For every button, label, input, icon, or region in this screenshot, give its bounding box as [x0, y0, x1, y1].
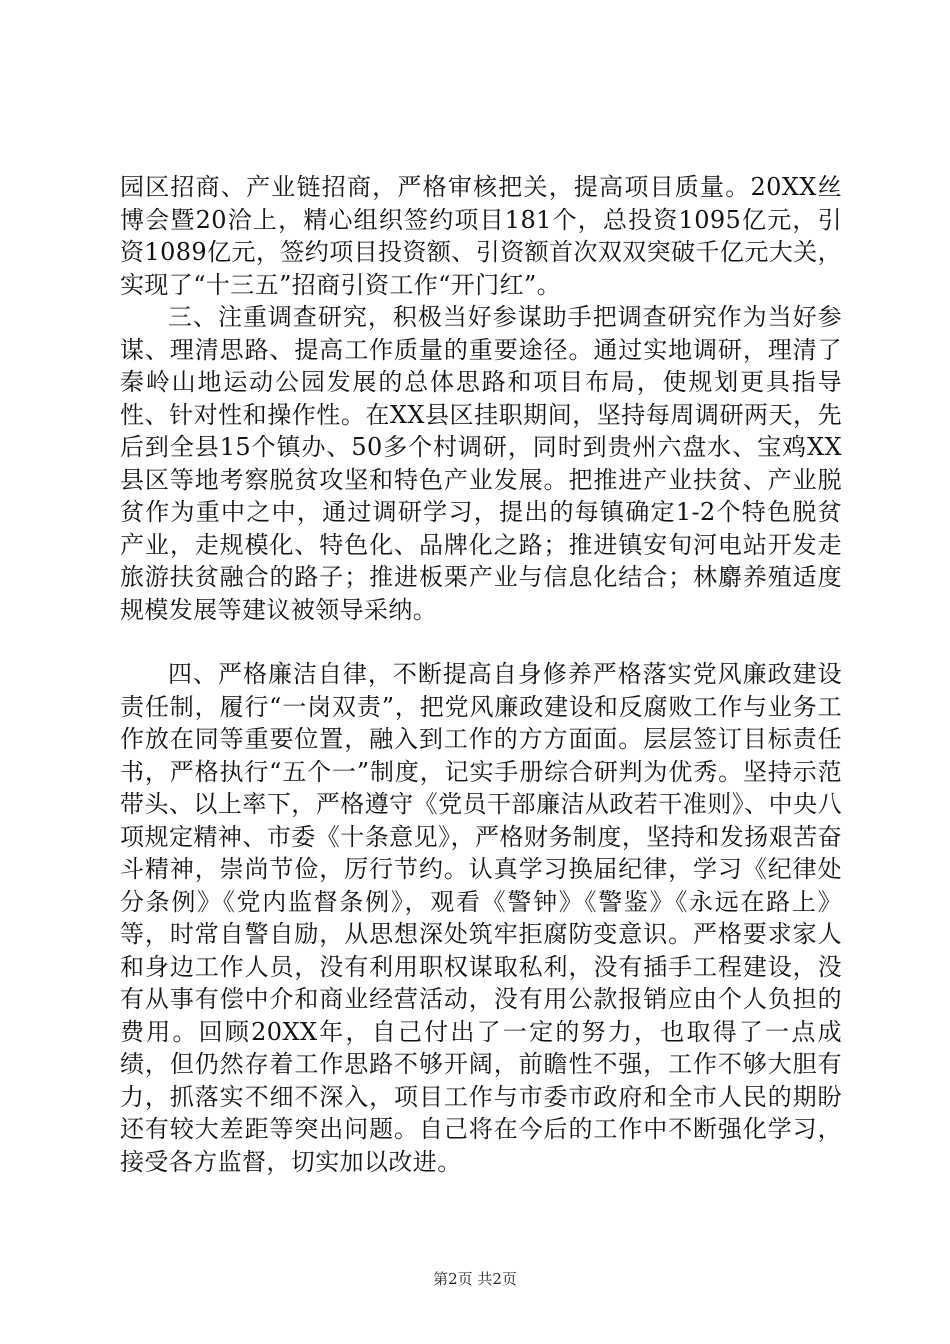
paragraph-research: 三、注重调查研究，积极当好参谋助手把调查研究作为当好参谋、理清思路、提高工作质量的重要途径。通过实地调研，理清了秦岭山地运动公园发展的总体思路和项目布局，使规划更具指导性、针对性和操作性。在XX县区挂职期间，坚持每周调研两天，先后到全县15个镇办、50多个村调研，同时到贵州六盘水、宝鸡XX县区等地考察脱贫攻坚和特色产业发展。把推进产业扶贫、产业脱贫作为重中之中，通过调研学习，提出的每镇确定1-2个特色脱贫产业，走规模化、特色化、品牌化之路；推进镇安旬河电站开发走旅游扶贫融合的路子；推进板栗产业与信息化结合；林麝养殖适度规模发展等建议被领导采纳。: [120, 303, 842, 624]
paragraph-integrity: 四、严格廉洁自律，不断提高自身修养严格落实党风廉政建设责任制，履行“一岗双责”，把党风廉政建设和反腐败工作与业务工作放在同等重要位置，融入到工作的方方面面。层层签订目标责任书，严格执行“五个一”制度，记实手册综合研判为优秀。坚持示范带头、以上率下，严格遵守《党员干部廉洁从政若干准则》、中央八项规定精神、市委《十条意见》，严格财务制度，坚持和发扬艰苦奋斗精神，崇尚节俭，厉行节约。认真学习换届纪律，学习《纪律处分条例》《党内监督条例》，观看《警钟》《警鉴》《永远在路上》等，时常自警自励，从思想深处筑牢拒腐防变意识。严格要求家人和身边工作人员，没有利用职权谋取私利，没有插手工程建设，没有从事有偿中介和商业经营活动，没有用公款报销应由个人负担的费用。回顾20XX年，自己付出了一定的努力，也取得了一点成绩，但仍然存着工作思路不够开阔，前瞻性不强，工作不够大胆有力，抓落实不细不深入，项目工作与市委市政府和全市人民的期盼还有较大差距等突出问题。自己将在今后的工作中不断强化学习，接受各方监督，切实加以改进。: [120, 660, 842, 1176]
paragraph-spacer: [120, 626, 842, 658]
page-number-footer: 第2页 共2页: [433, 1270, 517, 1288]
document-body: [120, 171, 842, 1178]
paragraph-investment-results: 园区招商、产业链招商，严格审核把关，提高项目质量。20XX丝博会暨20洽上，精心组织签约项目181个，总投资1095亿元，引资1089亿元，签约项目投资额、引资额首次双双突破千亿元大关，实现了“十三五”招商引资工作“开门红”。: [120, 173, 842, 299]
